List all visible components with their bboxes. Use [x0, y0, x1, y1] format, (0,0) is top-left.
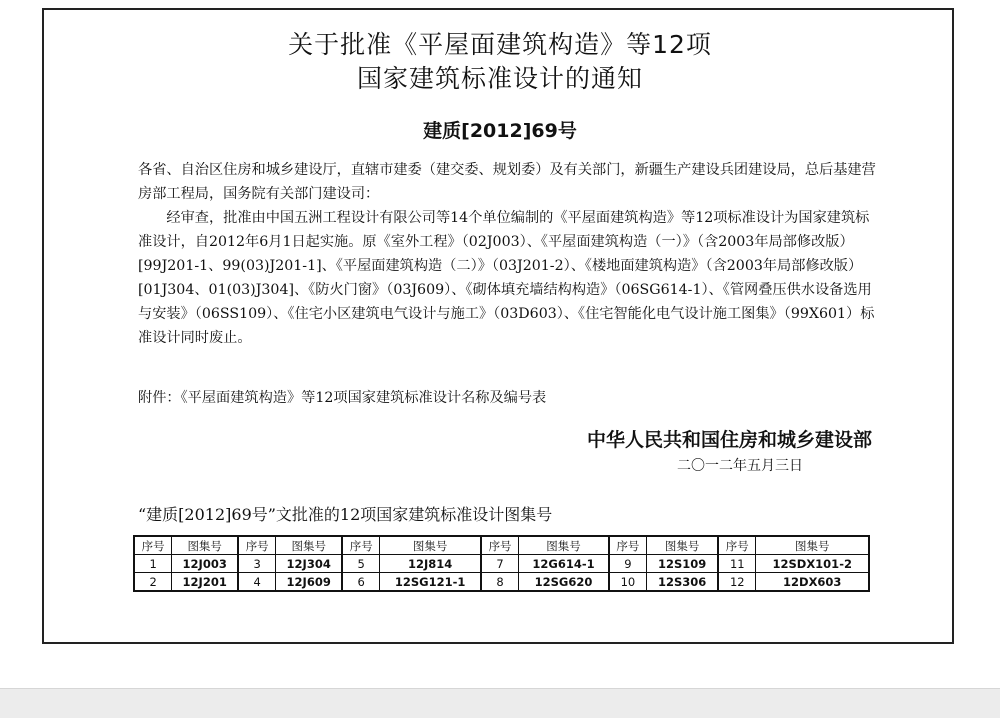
cell-no: 3: [238, 555, 276, 573]
col-header-code: 图集号: [519, 536, 609, 555]
notice-title-line2: 国家建筑标准设计的通知: [356, 64, 643, 93]
cell-no: 12: [718, 573, 756, 592]
atlas-number-table: [133, 535, 870, 592]
cell-code: 12SDX101-2: [756, 555, 869, 573]
col-header-no: 序号: [238, 536, 276, 555]
col-header-no: 序号: [609, 536, 647, 555]
col-header-no: 序号: [342, 536, 380, 555]
cell-code: 12J609: [276, 573, 342, 592]
attachment-line: 附件：《平屋面建筑构造》等12项国家建筑标准设计名称及编号表: [138, 390, 547, 406]
cell-no: 5: [342, 555, 380, 573]
table-row: [134, 573, 869, 592]
recipients-text: 各省、自治区住房和城乡建设厅，直辖市建委（建交委、规划委）及有关部门，新疆生产建设兵团建设局，总后基建营房部工程局，国务院有关部门建设司：: [138, 162, 876, 202]
viewer-bottom-bar: [0, 688, 1000, 718]
table-title: “建质[2012]69号”文批准的12项国家建筑标准设计图集号: [138, 505, 553, 524]
col-header-code: 图集号: [647, 536, 718, 555]
col-header-code: 图集号: [276, 536, 342, 555]
cell-no: 1: [134, 555, 172, 573]
cell-code: 12J304: [276, 555, 342, 573]
cell-no: 6: [342, 573, 380, 592]
col-header-no: 序号: [134, 536, 172, 555]
cell-no: 4: [238, 573, 276, 592]
table-header-row: [134, 536, 869, 555]
cell-code: 12S306: [647, 573, 718, 592]
col-header-no: 序号: [481, 536, 519, 555]
cell-code: 12S109: [647, 555, 718, 573]
col-header-code: 图集号: [172, 536, 238, 555]
cell-no: 7: [481, 555, 519, 573]
cell-code: 12J201: [172, 573, 238, 592]
document-number: 建质[2012]69号: [423, 120, 577, 142]
col-header-code: 图集号: [380, 536, 481, 555]
issue-date: 二〇一二年五月三日: [677, 458, 803, 474]
cell-code: 12J814: [380, 555, 481, 573]
cell-code: 12DX603: [756, 573, 869, 592]
cell-no: 11: [718, 555, 756, 573]
cell-no: 8: [481, 573, 519, 592]
cell-code: 12G614-1: [519, 555, 609, 573]
cell-no: 10: [609, 573, 647, 592]
notice-body: [138, 206, 880, 350]
notice-title-line1: 关于批准《平屋面建筑构造》等12项: [288, 30, 712, 59]
cell-code: 12SG121-1: [380, 573, 481, 592]
cell-code: 12J003: [172, 555, 238, 573]
col-header-no: 序号: [718, 536, 756, 555]
cell-code: 12SG620: [519, 573, 609, 592]
notice-body-paragraph: 经审查，批准由中国五洲工程设计有限公司等14个单位编制的《平屋面建筑构造》等12项标准设计为国家建筑标准设计，自2012年6月1日起实施。原《室外工程》（02J003）、《平屋面建筑构造（一）》（含2003年局部修改版）[99J201-1、99(03)J201-1]、《平屋面建筑构造（二）》（03J201-2）、《楼地面建筑构造》（含2003年局部修改版）[01J304、01(03)J304]、《防火门窗》（03J609）、《砌体填充墙结构构造》（06SG614-1）、《管网叠压供水设备选用与安装》（06SS109）、《住宅小区建筑电气设计与施工》（03D603）、《住宅智能化电气设计施工图集》（99X601）标准设计同时废止。: [138, 210, 875, 346]
col-header-code: 图集号: [756, 536, 869, 555]
cell-no: 2: [134, 573, 172, 592]
table-row: [134, 555, 869, 573]
issuer-name: 中华人民共和国住房和城乡建设部: [586, 429, 872, 451]
cell-no: 9: [609, 555, 647, 573]
